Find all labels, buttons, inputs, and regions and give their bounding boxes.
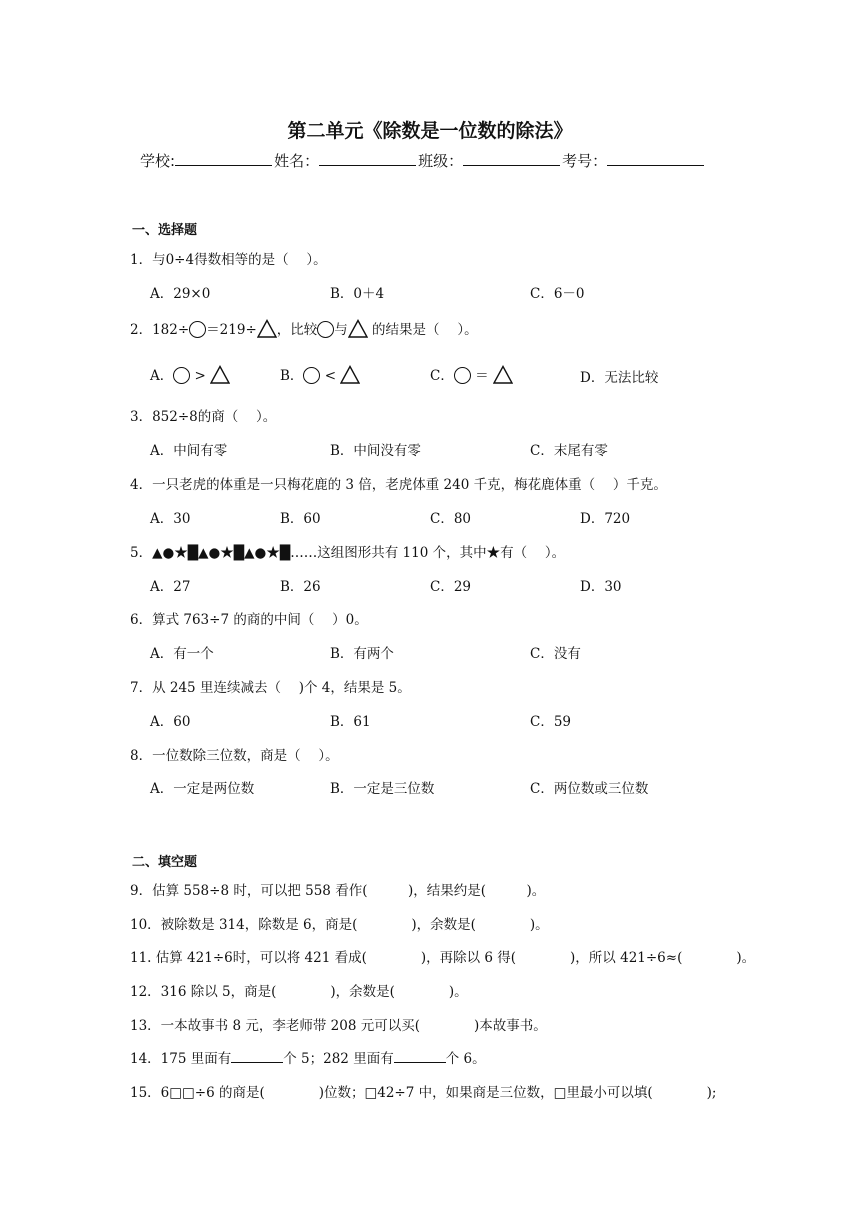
q6-option-a[interactable]: A．有一个 — [150, 646, 214, 662]
q2-option-b[interactable] — [280, 364, 360, 384]
q5-option-c[interactable]: C．29 — [430, 579, 472, 595]
triangle-icon — [210, 365, 230, 384]
q2-b-label: B． — [280, 368, 304, 384]
q5-option-d[interactable]: D．30 — [580, 579, 622, 595]
q2-text-2: ＝219÷ — [206, 322, 257, 338]
q14-blank-2[interactable] — [394, 1050, 446, 1063]
q7-option-c[interactable]: C．59 — [530, 714, 572, 730]
question-11: 11. 估算 421÷6时，可以将 421 看成( )，再除以 6 得( )，所以 421÷6≈( )。 — [130, 950, 756, 966]
circle-icon — [189, 321, 206, 338]
question-8: 8．一位数除三位数，商是（ ）。 — [130, 748, 339, 764]
q2-option-d[interactable]: D．无法比较 — [580, 370, 659, 386]
q14-text-3: 个 6。 — [445, 1051, 486, 1067]
class-blank[interactable] — [463, 151, 560, 166]
page-title: 第二单元《除数是一位数的除法》 — [287, 120, 573, 142]
question-12: 12．316 除以 5，商是( )，余数是( )。 — [130, 984, 468, 1000]
circle-icon — [173, 367, 190, 384]
school-blank[interactable] — [175, 151, 272, 166]
q1-option-b[interactable]: B．0＋4 — [330, 286, 385, 302]
equals-sign: ＝ — [475, 368, 489, 384]
question-3: 3．852÷8的商（ ）。 — [130, 409, 277, 425]
q8-option-a[interactable]: A．一定是两位数 — [150, 781, 255, 797]
question-1: 1．与0÷4得数相等的是（ ）。 — [130, 252, 327, 268]
less-than-sign: < — [324, 368, 337, 384]
q8-option-b[interactable]: B．一定是三位数 — [330, 781, 435, 797]
q1-option-a[interactable]: A．29×0 — [150, 286, 211, 302]
circle-icon — [454, 367, 471, 384]
q4-option-c[interactable]: C．80 — [430, 511, 472, 527]
circle-icon — [317, 321, 334, 338]
q14-text-1: 14．175 里面有 — [130, 1051, 232, 1067]
question-10: 10．被除数是 314，除数是 6，商是( )，余数是( )。 — [130, 917, 549, 933]
q3-option-a[interactable]: A．中间有零 — [150, 443, 228, 459]
q1-option-c[interactable]: C．6－0 — [530, 286, 585, 302]
exam-no-label: 考号： — [562, 152, 608, 170]
q5-option-b[interactable]: B．26 — [280, 579, 321, 595]
triangle-icon — [493, 365, 513, 384]
class-label: 班级： — [418, 152, 464, 170]
question-2 — [130, 318, 478, 338]
q4-option-d[interactable]: D．720 — [580, 511, 631, 527]
q3-option-c[interactable]: C．末尾有零 — [530, 443, 608, 459]
q7-option-a[interactable]: A．60 — [150, 714, 191, 730]
q5-option-a[interactable]: A．27 — [150, 579, 191, 595]
q2-text-3: ，比较 — [276, 322, 318, 338]
triangle-icon — [348, 319, 368, 338]
circle-icon — [303, 367, 320, 384]
name-label: 姓名： — [274, 152, 320, 170]
q2-option-c[interactable] — [430, 364, 513, 384]
q14-text-2: 个 5；282 里面有 — [283, 1051, 394, 1067]
exam-no-blank[interactable] — [607, 151, 704, 166]
q14-blank-1[interactable] — [231, 1050, 283, 1063]
question-7: 7．从 245 里连续减去（ )个 4，结果是 5。 — [130, 680, 411, 696]
q2-a-label: A． — [150, 368, 174, 384]
question-4: 4．一只老虎的体重是一只梅花鹿的 3 倍，老虎体重 240 千克，梅花鹿体重（ ）千克。 — [130, 477, 667, 493]
q2-text-1: 2．182÷ — [130, 322, 190, 338]
q2-text-4: 与 — [334, 322, 348, 338]
q3-option-b[interactable]: B．中间没有零 — [330, 443, 421, 459]
q2-c-label: C． — [430, 368, 454, 384]
q7-option-b[interactable]: B．61 — [330, 714, 371, 730]
section-heading-choice: 一、选择题 — [132, 223, 198, 238]
question-5: 5．▲●★█▲●★█▲●★█……这组图形共有 110 个，其中★有（ ）。 — [130, 545, 566, 561]
q6-option-b[interactable]: B．有两个 — [330, 646, 394, 662]
question-9: 9．估算 558÷8 时，可以把 558 看作( )，结果约是( )。 — [130, 883, 546, 899]
triangle-icon — [340, 365, 360, 384]
q8-option-c[interactable]: C．两位数或三位数 — [530, 781, 649, 797]
name-blank[interactable] — [319, 151, 416, 166]
question-14 — [130, 1047, 486, 1067]
q4-option-b[interactable]: B．60 — [280, 511, 321, 527]
question-13: 13．一本故事书 8 元，李老师带 208 元可以买( )本故事书。 — [130, 1018, 547, 1034]
section-heading-fill-in: 二、填空题 — [132, 855, 198, 870]
student-info-line — [140, 150, 706, 171]
q2-option-a[interactable] — [150, 364, 230, 384]
school-label: 学校: — [140, 152, 176, 170]
q2-text-5: 的结果是（ ）。 — [367, 322, 478, 338]
greater-than-sign: > — [194, 368, 206, 384]
question-6: 6．算式 763÷7 的商的中间（ ）0。 — [130, 612, 368, 628]
q6-option-c[interactable]: C．没有 — [530, 646, 581, 662]
triangle-icon — [257, 319, 277, 338]
question-15: 15．6□□÷6 的商是( )位数；□42÷7 中，如果商是三位数，□里最小可以填( ); — [130, 1085, 717, 1101]
q4-option-a[interactable]: A．30 — [150, 511, 191, 527]
